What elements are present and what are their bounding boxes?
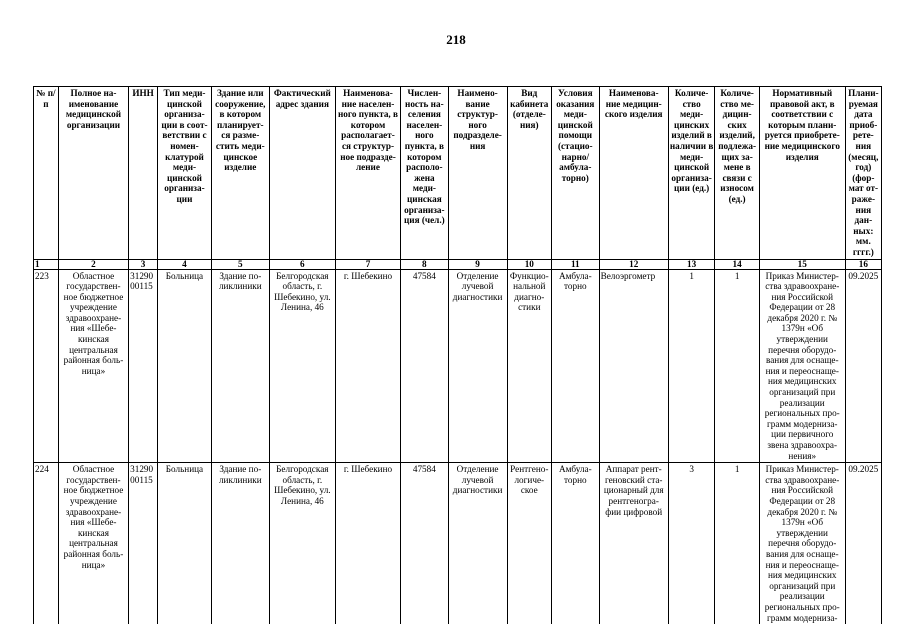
cell-conditions: Амбула- торно bbox=[552, 463, 600, 624]
header-cell: Нормативный правовой акт, в соответствии с которым плани- руется приобрете- ние медицинского изделия bbox=[759, 87, 845, 260]
header-cell: Здание или сооружение, в котором планирует- ся разме- стить меди- цинское изделие bbox=[211, 87, 269, 260]
header-cell: Числен- ность на- селения населен- ного пункта, в котором располо- жена меди- цинская организа- ция (чел.) bbox=[401, 87, 449, 260]
header-cell: Количе- ство меди- цинских изделий в наличии в меди- цинской организа- ции (ед.) bbox=[668, 87, 715, 260]
cell-replace: 1 bbox=[715, 269, 759, 463]
header-cell: Наименова- ние медицин- ского изделия bbox=[599, 87, 668, 260]
cell-date: 09.2025 bbox=[845, 269, 881, 463]
cell-unit: Отделение лучевой диагностики bbox=[448, 463, 507, 624]
cell-org: Областное государствен- ное бюджетное учреждение здравоохране- ния «Шебе- кинская центральная районная боль- ница» bbox=[58, 463, 128, 624]
cell-building: Здание по- ликлиники bbox=[211, 463, 269, 624]
column-number: 16 bbox=[845, 259, 881, 269]
column-number: 1 bbox=[34, 259, 59, 269]
cell-conditions: Амбула- торно bbox=[552, 269, 600, 463]
cell-device: Велоэргометр bbox=[599, 269, 668, 463]
column-number: 13 bbox=[668, 259, 715, 269]
cell-qty: 3 bbox=[668, 463, 715, 624]
column-number: 6 bbox=[269, 259, 335, 269]
cell-type: Больница bbox=[158, 463, 212, 624]
header-cell: Условия оказания меди- цинской помощи (стацио- нарно/ амбула- торно) bbox=[552, 87, 600, 260]
cell-replace: 1 bbox=[715, 463, 759, 624]
column-number: 5 bbox=[211, 259, 269, 269]
column-number: 8 bbox=[401, 259, 449, 269]
cell-address: Белгородская область, г. Шебекино, ул. Ленина, 46 bbox=[269, 269, 335, 463]
cell-qty: 1 bbox=[668, 269, 715, 463]
column-number: 15 bbox=[759, 259, 845, 269]
header-cell: Тип меди- цинской организа- ции в соот- ветствии с номен- клатурой меди- цинской организа- ции bbox=[158, 87, 212, 260]
column-number-row bbox=[34, 259, 882, 269]
equipment-table bbox=[33, 86, 882, 624]
table-row bbox=[34, 269, 882, 463]
cell-act: Приказ Министер- ства здравоохране- ния Российской Федерации от 28 декабря 2020 г. № 1379н «Об утверждении перечня оборудо- вания для оснаще- ния и переоснаще- ния медицинских организаций при реализации региональных про- грамм модерниза- ции первичного звена здравоохра- нения» bbox=[759, 269, 845, 463]
header-cell: Наимено- вание структур- ного подразделе- ния bbox=[448, 87, 507, 260]
column-number: 11 bbox=[552, 259, 600, 269]
header-cell: Количе- ство ме- дицин- ских изделий, подлежа- щих за- мене в связи с износом (ед.) bbox=[715, 87, 759, 260]
column-number: 12 bbox=[599, 259, 668, 269]
table-row bbox=[34, 463, 882, 624]
column-number: 10 bbox=[507, 259, 551, 269]
cell-locality: г. Шебекино bbox=[335, 269, 400, 463]
cell-population: 47584 bbox=[401, 269, 449, 463]
cell-device: Аппарат рент- геновский ста- ционарный для рентгеногра- фии цифровой bbox=[599, 463, 668, 624]
cell-address: Белгородская область, г. Шебекино, ул. Ленина, 46 bbox=[269, 463, 335, 624]
page-number: 218 bbox=[446, 32, 466, 47]
cell-inn: 31290 00115 bbox=[129, 269, 158, 463]
cell-type: Больница bbox=[158, 269, 212, 463]
cell-org: Областное государствен- ное бюджетное учреждение здравоохране- ния «Шебе- кинская центральная районная боль- ница» bbox=[58, 269, 128, 463]
header-cell: № п/п bbox=[34, 87, 59, 260]
cell-num: 223 bbox=[34, 269, 59, 463]
cell-date: 09.2025 bbox=[845, 463, 881, 624]
column-number: 14 bbox=[715, 259, 759, 269]
cell-act: Приказ Министер- ства здравоохране- ния Российской Федерации от 28 декабря 2020 г. № 1379н «Об утверждении перечня оборудо- вания для оснаще- ния и переоснаще- ния медицинских организаций при реализации региональных про- грамм модерниза- bbox=[759, 463, 845, 624]
cell-num: 224 bbox=[34, 463, 59, 624]
cell-inn: 31290 00115 bbox=[129, 463, 158, 624]
header-row bbox=[34, 87, 882, 260]
header-cell: Вид кабинета (отделе- ния) bbox=[507, 87, 551, 260]
cell-population: 47584 bbox=[401, 463, 449, 624]
header-cell: Полное на- именование медицинской организации bbox=[58, 87, 128, 260]
header-cell: ИНН bbox=[129, 87, 158, 260]
cell-locality: г. Шебекино bbox=[335, 463, 400, 624]
cell-cabinet: Функцио- нальной диагно- стики bbox=[507, 269, 551, 463]
column-number: 4 bbox=[158, 259, 212, 269]
cell-building: Здание по- ликлиники bbox=[211, 269, 269, 463]
header-cell: Фактический адрес здания bbox=[269, 87, 335, 260]
cell-cabinet: Рентгено- логиче- ское bbox=[507, 463, 551, 624]
column-number: 7 bbox=[335, 259, 400, 269]
column-number: 3 bbox=[129, 259, 158, 269]
header-cell: Плани- руемая дата приоб- рете- ния (месяц, год) (фор- мат от- раже- ния дан- ных: мм. гггг.) bbox=[845, 87, 881, 260]
column-number: 9 bbox=[448, 259, 507, 269]
header-cell: Наименова- ние населен- ного пункта, в котором располагает- ся структур- ное подразде- ление bbox=[335, 87, 400, 260]
column-number: 2 bbox=[58, 259, 128, 269]
cell-unit: Отделение лучевой диагностики bbox=[448, 269, 507, 463]
